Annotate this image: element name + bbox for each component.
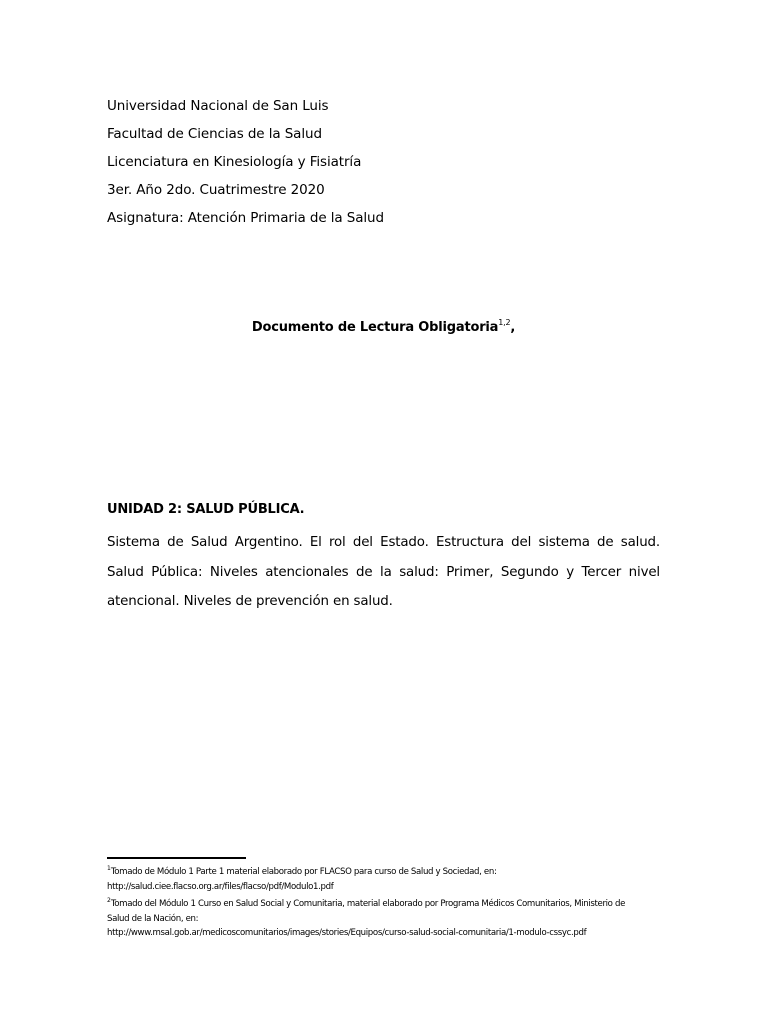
document-title — [107, 318, 660, 335]
footnote-number: 1 — [107, 865, 111, 872]
footnote-ref-1[interactable]: 1 — [498, 318, 504, 327]
title-trailing-comma: , — [510, 320, 516, 335]
footnote-text: Tomado del Módulo 1 Curso en Salud Social y Comunitaria, material elaborado por Programa Médicos Comunitarios, Ministerio de Salud de la Nación, en: — [107, 899, 626, 924]
subject-name: Asignatura: Atención Primaria de la Salud — [107, 210, 384, 226]
degree-name: Licenciatura en Kinesiología y Fisiatría — [107, 154, 362, 170]
document-title-text: Documento de Lectura Obligatoria — [251, 320, 499, 335]
course-period: 3er. Año 2do. Cuatrimestre 2020 — [107, 182, 325, 198]
unit-heading: UNIDAD 2: SALUD PÚBLICA. — [107, 502, 305, 517]
footnote-separator — [107, 857, 246, 859]
footnote-link[interactable]: http://www.msal.gob.ar/medicoscomunitarios/images/stories/Equipos/curso-salud-social-comunitaria/1-modulo-cssyc.pdf — [107, 928, 587, 938]
footnote-text: Tomado de Módulo 1 Parte 1 material elaborado por FLACSO para curso de Salud y Sociedad, en: — [110, 867, 497, 877]
footnote-ref-separator: , — [503, 318, 506, 327]
footnote-2 — [107, 894, 647, 941]
footnote-1 — [107, 862, 647, 894]
footnote-link[interactable]: http://salud.ciee.flacso.org.ar/files/flacso/pdf/Modulo1.pdf — [107, 881, 334, 892]
document-header — [107, 92, 667, 232]
university-name: Universidad Nacional de San Luis — [107, 98, 329, 114]
footnote-ref-2[interactable]: 2 — [505, 318, 511, 327]
unit-description: Sistema de Salud Argentino. El rol del Estado. Estructura del sistema de salud. Salud Pública: Niveles atencionales de la salud: Primer, Segundo y Tercer nivel atencional. Niveles de prevención en salud. — [107, 535, 660, 609]
footnote-number: 2 — [107, 897, 111, 904]
faculty-name: Facultad de Ciencias de la Salud — [107, 126, 322, 142]
footnotes — [107, 862, 647, 941]
